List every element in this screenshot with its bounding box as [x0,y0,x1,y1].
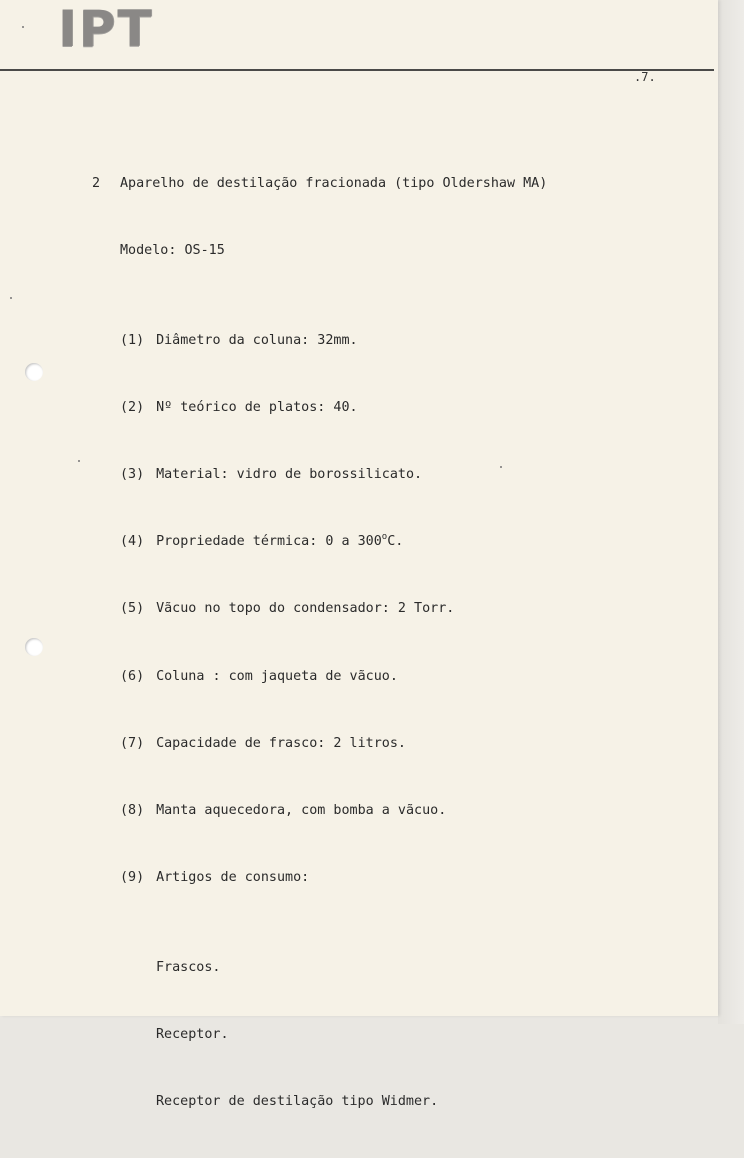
item-title: Aparelho de destilação fracionada (tipo Oldershaw MA) [120,175,548,191]
spec-line [92,598,547,620]
spec-number: (2) [120,399,145,415]
spec-text: Propriedade térmica: 0 a 300 [156,534,382,550]
item-heading [92,173,547,195]
scan-speck [22,26,24,28]
degree-superscript: o [381,531,388,542]
spec-number: (9) [120,870,145,886]
page-number: .7. [634,70,656,84]
spec-line [92,800,547,822]
spec-text: Material: vidro de borossilicato. [156,467,423,483]
header-rule [0,69,714,71]
spec-number: (1) [120,332,145,348]
spec-line [92,867,547,889]
spec-line [92,666,547,688]
spec-text: Manta aquecedora, com bomba a vãcuo. [156,803,447,819]
spec-line [92,464,547,486]
spec-text: Coluna : com jaqueta de vãcuo. [156,668,398,684]
spec-text: Diâmetro da coluna: 32mm. [156,332,358,348]
spec-number: (3) [120,467,145,483]
spec-line [92,733,547,755]
ipt-logo: IPT [58,0,154,58]
spec-text: Nº teórico de platos: 40. [156,399,358,415]
spec-line [92,397,547,419]
document-body [92,128,547,1158]
consumable-item: Receptor de destilação tipo Widmer. [156,1094,439,1110]
item-model: Modelo: OS-15 [120,243,225,259]
spec-number: (5) [120,601,145,617]
spec-number: (7) [120,735,145,751]
spec-text: Artigos de consumo: [156,870,310,886]
spec-text-suffix: C. [387,534,404,550]
spec-text: Capacidade de frasco: 2 litros. [156,735,406,751]
punch-hole-top [25,363,43,381]
scan-edge [718,0,744,1024]
consumable-item: Frascos. [156,959,221,975]
spec-number: (8) [120,803,145,819]
scan-speck [78,460,80,462]
punch-hole-bottom [25,638,43,656]
spec-number: (4) [120,534,145,550]
spec-text: Vãcuo no topo do condensador: 2 Torr. [156,601,455,617]
scan-speck [10,297,12,299]
spec-line [92,531,547,553]
consumable-item: Receptor. [156,1027,229,1043]
spec-number: (6) [120,668,145,684]
spec-line [92,330,547,352]
item-number: 2 [92,175,101,191]
